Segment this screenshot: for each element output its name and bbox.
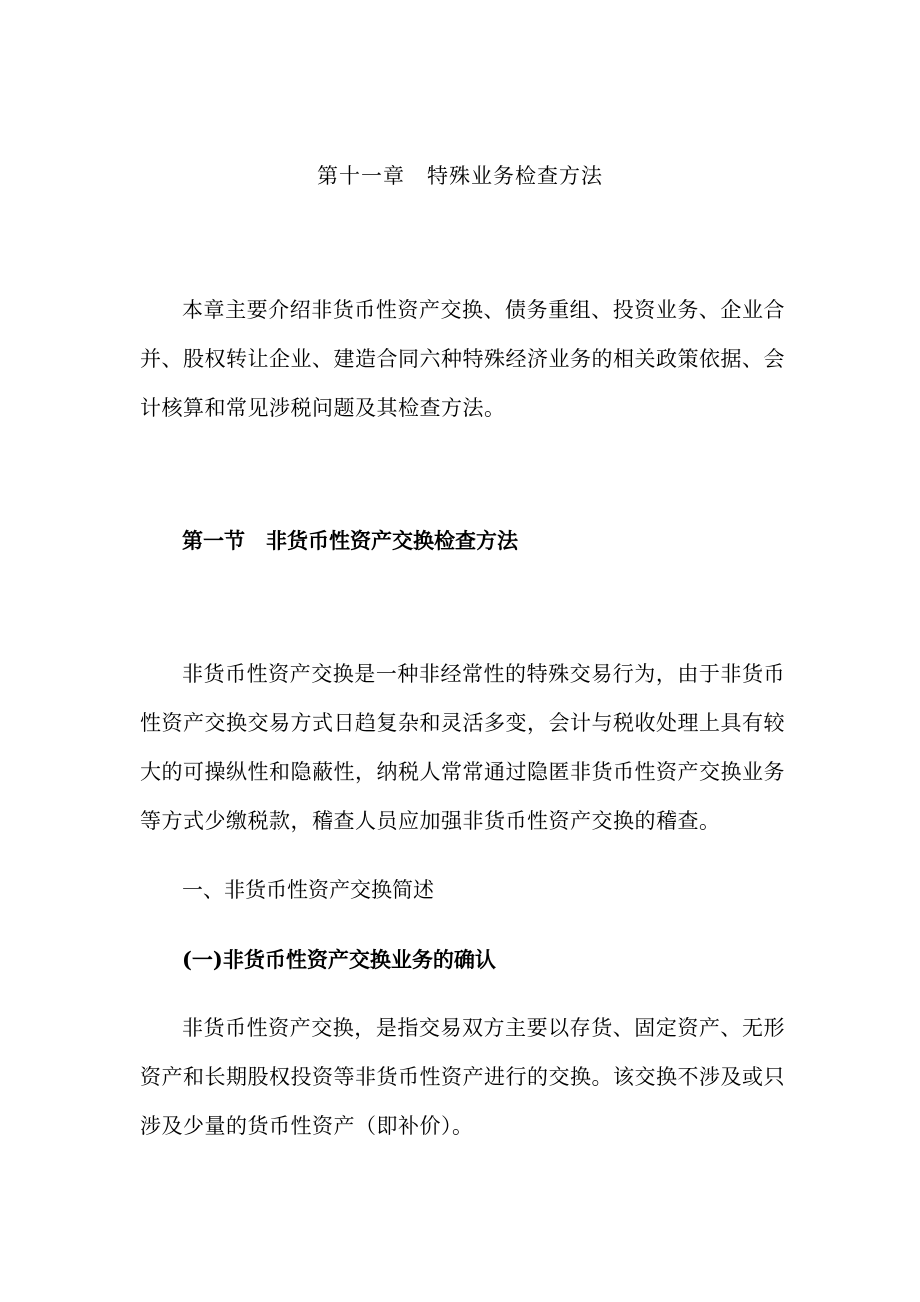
body-paragraph-2: 非货币性资产交换，是指交易双方主要以存货、固定资产、无形资产和长期股权投资等非货币性资产进行的交换。该交换不涉及或只涉及少量的货币性资产（即补价）。 (140, 1016, 785, 1138)
intro-paragraph: 本章主要介绍非货币性资产交换、债务重组、投资业务、企业合并、股权转让企业、建造合同六种特殊经济业务的相关政策依据、会计核算和常见涉税问题及其检查方法。 (140, 298, 785, 420)
body-paragraph-1: 非货币性资产交换是一种非经常性的特殊交易行为，由于非货币性资产交换交易方式日趋复杂和灵活多变，会计与税收处理上具有较大的可操纵性和隐蔽性，纳税人常常通过隐匿非货币性资产交换业务等方式少缴税款，稽查人员应加强非货币性资产交换的稽查。 (140, 662, 785, 833)
section-title: 第一节 非货币性资产交换检查方法 (182, 528, 518, 553)
subheading-2: (一)非货币性资产交换业务的确认 (182, 947, 496, 972)
subheading-1: 一、非货币性资产交换简述 (182, 878, 434, 902)
chapter-title: 第十一章 特殊业务检查方法 (317, 164, 603, 188)
